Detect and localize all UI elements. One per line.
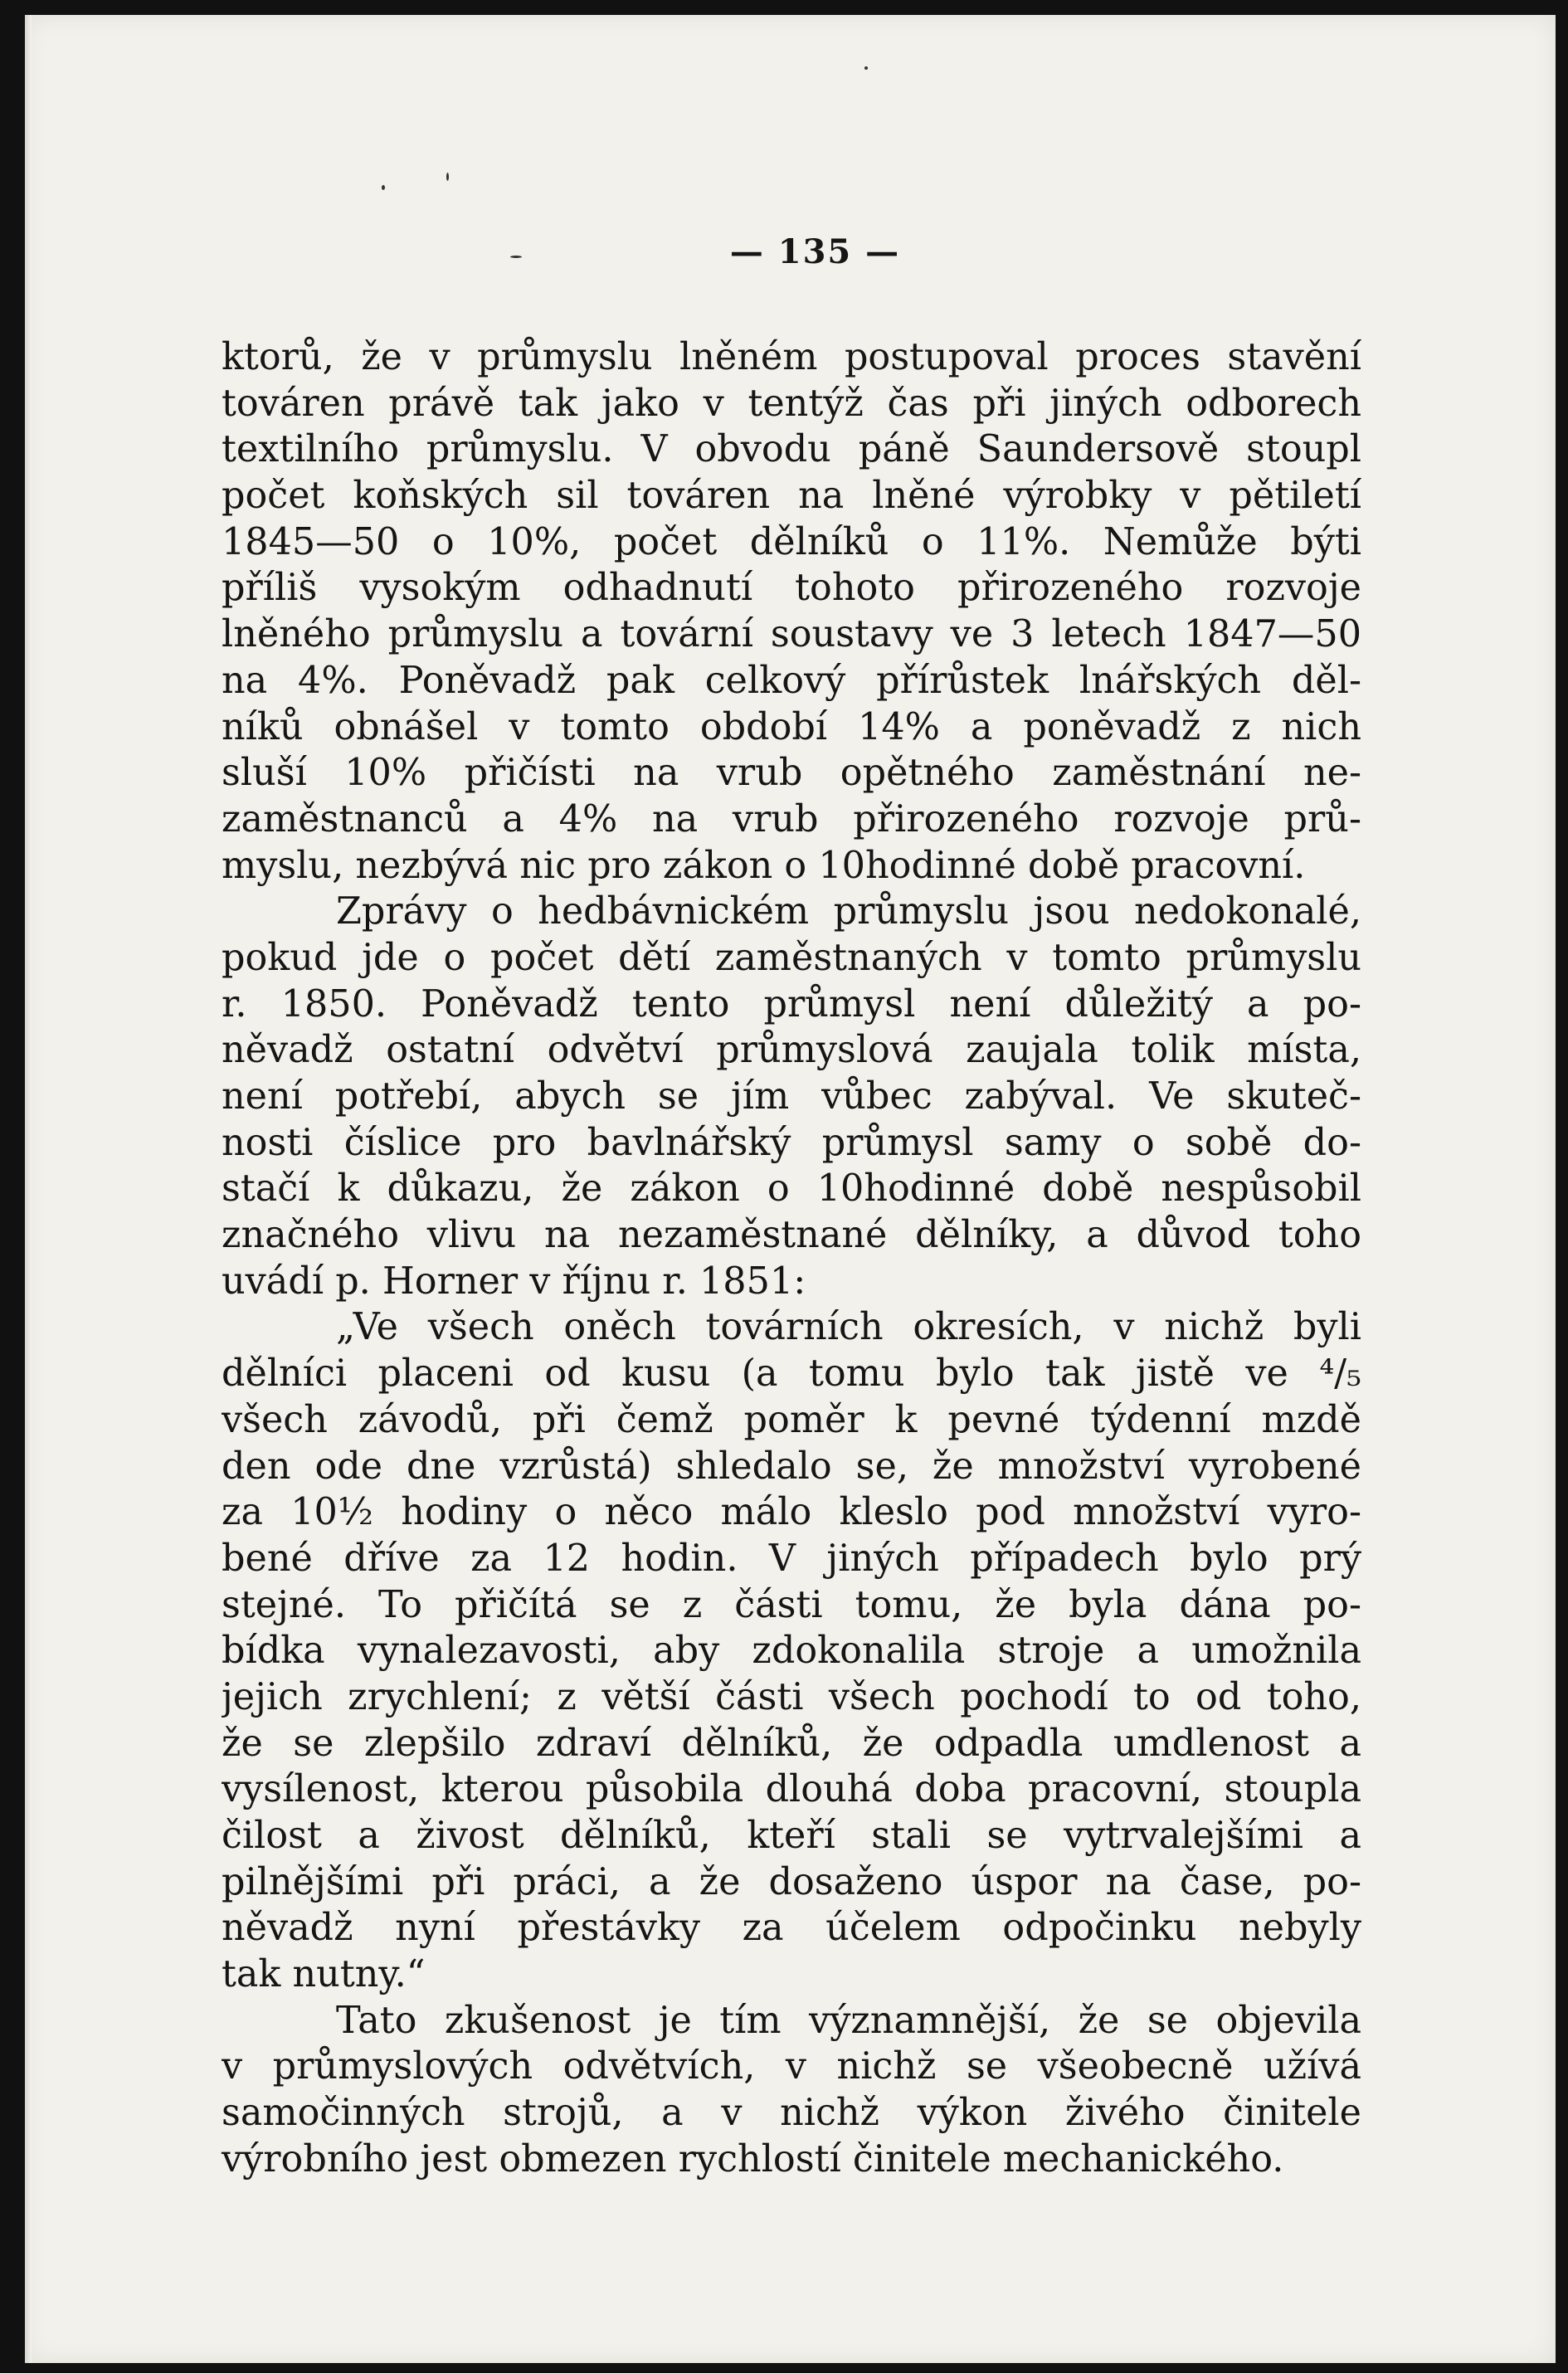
text-line: myslu, nezbývá nic pro zákon o 10hodinné době pracovní. [222, 844, 1306, 887]
page-number: — 135 — [729, 232, 901, 271]
text-line: sluší 10% přičísti na vrub opětného zaměstnání ne- [222, 752, 1361, 795]
text-line: Tato zkušenost je tím významnější, že se objevila [336, 1999, 1361, 2042]
text-line: jejich zrychlení; z větší části všech pochodí to od toho, [222, 1675, 1361, 1718]
text-line: pokud jde o počet dětí zaměstnaných v tomto průmyslu [222, 936, 1361, 979]
text-line: továren právě tak jako v tentýž čas při jiných odborech [222, 382, 1361, 425]
text-line: bídka vynalezavosti, aby zdokonalila stroje a umožnila [222, 1630, 1361, 1673]
text-line: na 4%. Poněvadž pak celkový přírůstek lnářských děl- [222, 659, 1361, 702]
text-line: níků obnášel v tomto období 14% a poněvadž z nich [222, 705, 1361, 748]
paragraph [222, 334, 1361, 889]
text-line: nosti číslice pro bavlnářský průmysl samy o sobě do- [222, 1121, 1361, 1164]
text-line: stejné. To přičítá se z části tomu, že byla dána po- [222, 1583, 1361, 1626]
text-line: pilnějšími při práci, a že dosaženo úspor na čase, po- [222, 1860, 1361, 1903]
scan-speck [446, 173, 449, 181]
text-line: ktorů, že v průmyslu lněném postupoval proces stavění [222, 336, 1361, 378]
text-line: tak nutny.“ [222, 1953, 426, 1996]
text-line: čilost a živost dělníků, kteří stali se vytrvalejšími a [222, 1815, 1361, 1858]
book-page [25, 15, 1556, 2363]
paragraph [222, 889, 1361, 1304]
text-line: textilního průmyslu. V obvodu páně Saundersově stoupl [222, 428, 1361, 471]
text-line: počet koňských sil továren na lněné výrobky v pětiletí [222, 475, 1361, 518]
text-line: není potřebí, abych se jím vůbec zabýval. Ve skuteč- [222, 1075, 1361, 1118]
text-line: něvadž nyní přestávky za účelem odpočinku nebyly [222, 1907, 1361, 1950]
text-line: zaměstnanců a 4% na vrub přirozeného rozvoje prů- [222, 797, 1361, 841]
text-line: že se zlepšilo zdraví dělníků, že odpadla umdlenost a [222, 1722, 1361, 1765]
text-line: Zprávy o hedbávnickém průmyslu jsou nedokonalé, [336, 890, 1361, 933]
scan-speck [382, 185, 385, 190]
text-line: r. 1850. Poněvadž tento průmysl není důležitý a po- [222, 982, 1361, 1026]
text-line: příliš vysokým odhadnutí tohoto přirozeného rozvoje [222, 567, 1361, 610]
text-line: výrobního jest obmezen rychlostí činitele mechanického. [222, 2137, 1284, 2181]
text-line: „Ve všech oněch továrních okresích, v nichž byli [336, 1306, 1361, 1349]
text-line: za 10½ hodiny o něco málo kleslo pod množství vyro- [222, 1491, 1361, 1534]
text-line: uvádí p. Horner v říjnu r. 1851: [222, 1260, 806, 1303]
text-line: den ode dne vzrůstá) shledalo se, že množství vyrobené [222, 1445, 1361, 1488]
text-line: značného vlivu na nezaměstnané dělníky, a důvod toho [222, 1214, 1361, 1257]
text-line: vysílenost, kterou působila dlouhá doba pracovní, stoupla [222, 1768, 1361, 1811]
text-line: 1845—50 o 10%, počet dělníků o 11%. Nemůže býti [222, 520, 1361, 563]
text-line: dělníci placeni od kusu (a tomu bylo tak jistě ve ⁴/₅ [222, 1352, 1361, 1396]
page-edge-shadow [25, 15, 32, 2363]
text-line: lněného průmyslu a tovární soustavy ve 3 letech 1847—50 [222, 613, 1361, 656]
text-line: všech závodů, při čemž poměr k pevné týdenní mzdě [222, 1398, 1361, 1441]
text-line: v průmyslových odvětvích, v nichž se všeobecně užívá [222, 2045, 1361, 2088]
paragraph [222, 1998, 1361, 2183]
text-line: stačí k důkazu, že zákon o 10hodinné době nespůsobil [222, 1167, 1361, 1211]
text-line: bené dříve za 12 hodin. V jiných případech bylo prý [222, 1537, 1361, 1580]
text-line: něvadž ostatní odvětví průmyslová zaujala tolik místa, [222, 1029, 1361, 1072]
text-line: samočinných strojů, a v nichž výkon živého činitele [222, 2092, 1361, 2135]
paragraph [222, 1304, 1361, 1997]
scan-speck [864, 66, 868, 70]
body-text [222, 334, 1361, 2183]
